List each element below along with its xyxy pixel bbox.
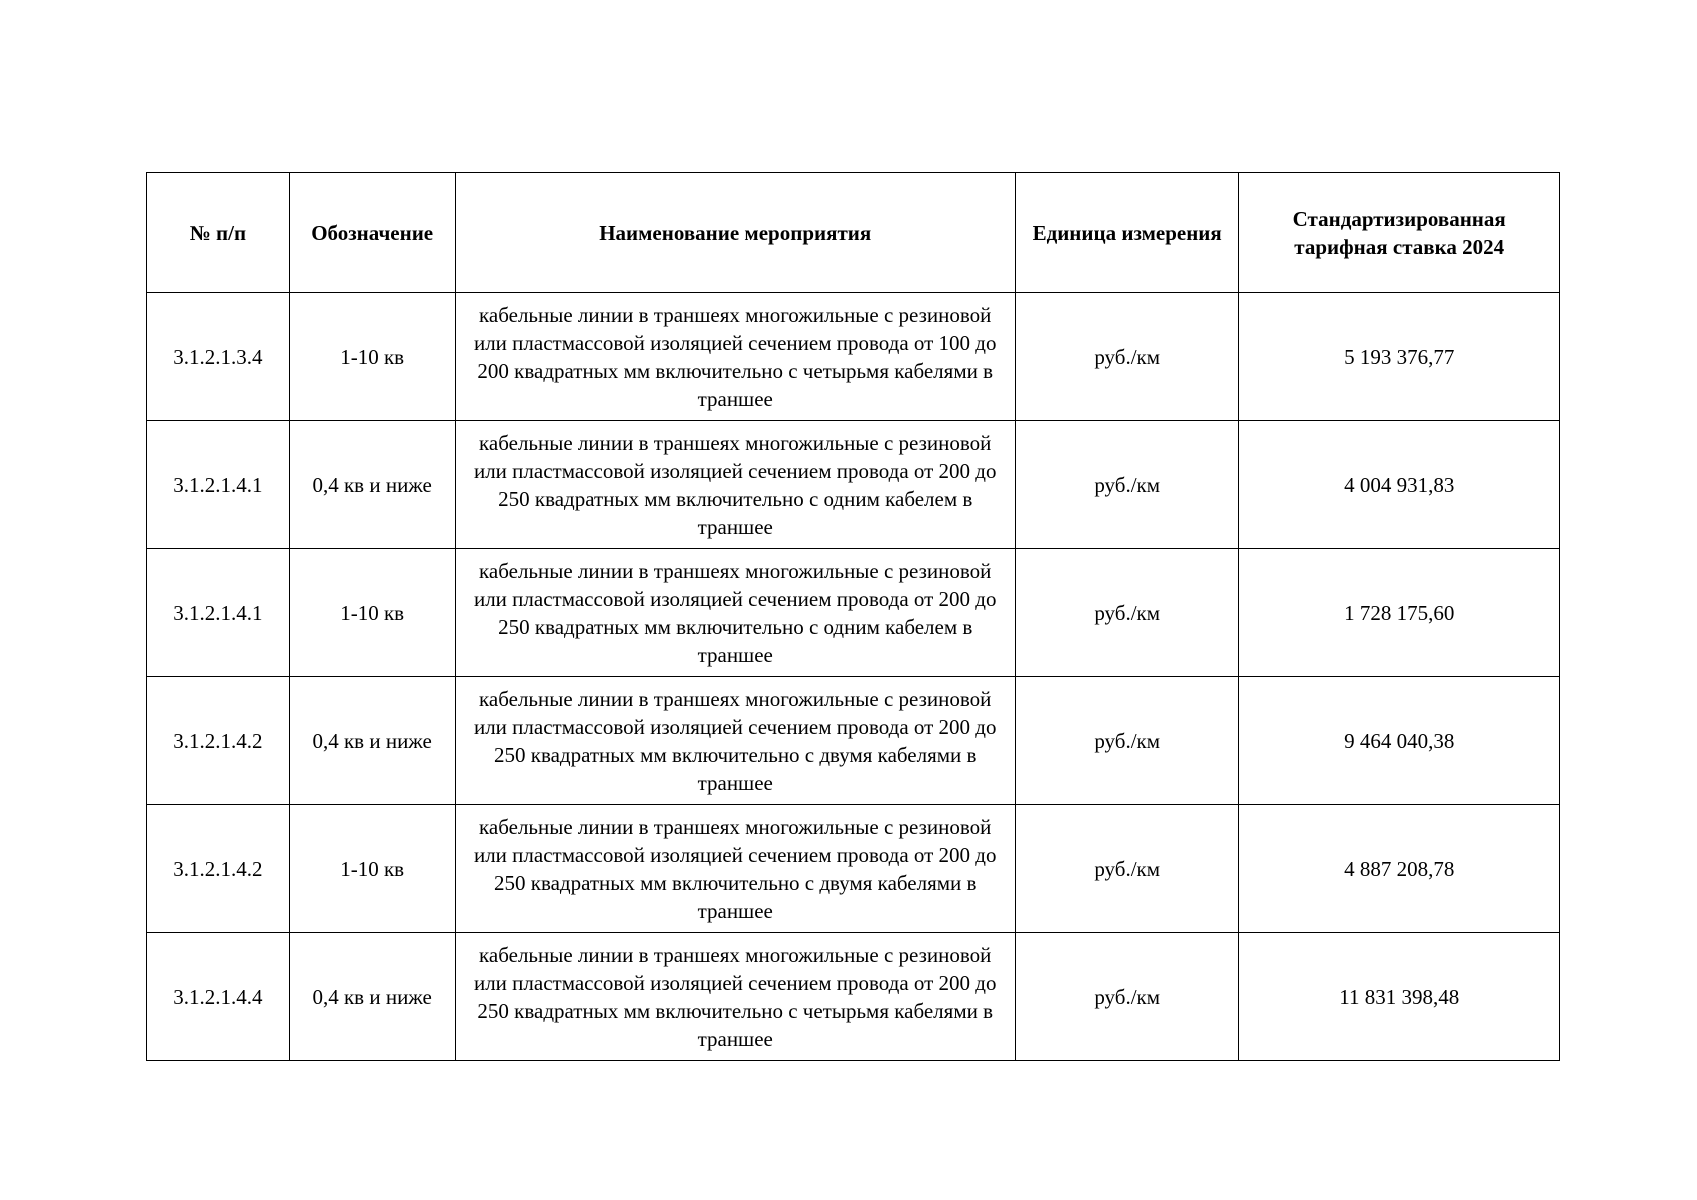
cell-num: 3.1.2.1.4.2 xyxy=(147,677,290,805)
cell-name: кабельные линии в траншеях многожильные с резиновой или пластмассовой изоляцией сечением провода от 200 до 250 квадратных мм включительно с двумя кабелями в траншее xyxy=(455,805,1015,933)
cell-rate: 1 728 175,60 xyxy=(1239,549,1560,677)
header-num: № п/п xyxy=(147,173,290,293)
cell-unit: руб./км xyxy=(1015,933,1239,1061)
cell-name: кабельные линии в траншеях многожильные с резиновой или пластмассовой изоляцией сечением провода от 100 до 200 квадратных мм включительно с четырьмя кабелями в траншее xyxy=(455,293,1015,421)
cell-unit: руб./км xyxy=(1015,421,1239,549)
cell-code: 1-10 кв xyxy=(289,805,455,933)
cell-unit: руб./км xyxy=(1015,549,1239,677)
cell-num: 3.1.2.1.4.4 xyxy=(147,933,290,1061)
cell-num: 3.1.2.1.4.1 xyxy=(147,421,290,549)
cell-rate: 4 004 931,83 xyxy=(1239,421,1560,549)
cell-unit: руб./км xyxy=(1015,805,1239,933)
cell-num: 3.1.2.1.4.2 xyxy=(147,805,290,933)
table-row xyxy=(147,933,1560,1061)
cell-num: 3.1.2.1.3.4 xyxy=(147,293,290,421)
cell-code: 0,4 кв и ниже xyxy=(289,933,455,1061)
table-row xyxy=(147,805,1560,933)
header-name: Наименование мероприятия xyxy=(455,173,1015,293)
cell-rate: 11 831 398,48 xyxy=(1239,933,1560,1061)
table-row xyxy=(147,421,1560,549)
cell-name: кабельные линии в траншеях многожильные с резиновой или пластмассовой изоляцией сечением провода от 200 до 250 квадратных мм включительно с двумя кабелями в траншее xyxy=(455,677,1015,805)
table-body xyxy=(147,293,1560,1061)
cell-name: кабельные линии в траншеях многожильные с резиновой или пластмассовой изоляцией сечением провода от 200 до 250 квадратных мм включительно с одним кабелем в траншее xyxy=(455,421,1015,549)
table-row xyxy=(147,293,1560,421)
cell-unit: руб./км xyxy=(1015,677,1239,805)
table-row xyxy=(147,549,1560,677)
header-row xyxy=(147,173,1560,293)
header-unit: Единица измерения xyxy=(1015,173,1239,293)
cell-code: 0,4 кв и ниже xyxy=(289,421,455,549)
cell-unit: руб./км xyxy=(1015,293,1239,421)
cell-name: кабельные линии в траншеях многожильные с резиновой или пластмассовой изоляцией сечением провода от 200 до 250 квадратных мм включительно с одним кабелем в траншее xyxy=(455,549,1015,677)
tariff-table xyxy=(146,172,1560,1061)
cell-code: 1-10 кв xyxy=(289,293,455,421)
cell-rate: 5 193 376,77 xyxy=(1239,293,1560,421)
cell-code: 0,4 кв и ниже xyxy=(289,677,455,805)
cell-rate: 4 887 208,78 xyxy=(1239,805,1560,933)
cell-code: 1-10 кв xyxy=(289,549,455,677)
cell-name: кабельные линии в траншеях многожильные с резиновой или пластмассовой изоляцией сечением провода от 200 до 250 квадратных мм включительно с четырьмя кабелями в траншее xyxy=(455,933,1015,1061)
cell-num: 3.1.2.1.4.1 xyxy=(147,549,290,677)
table-header xyxy=(147,173,1560,293)
header-code: Обозначение xyxy=(289,173,455,293)
header-rate: Стандартизированная тарифная ставка 2024 xyxy=(1239,173,1560,293)
cell-rate: 9 464 040,38 xyxy=(1239,677,1560,805)
table-row xyxy=(147,677,1560,805)
